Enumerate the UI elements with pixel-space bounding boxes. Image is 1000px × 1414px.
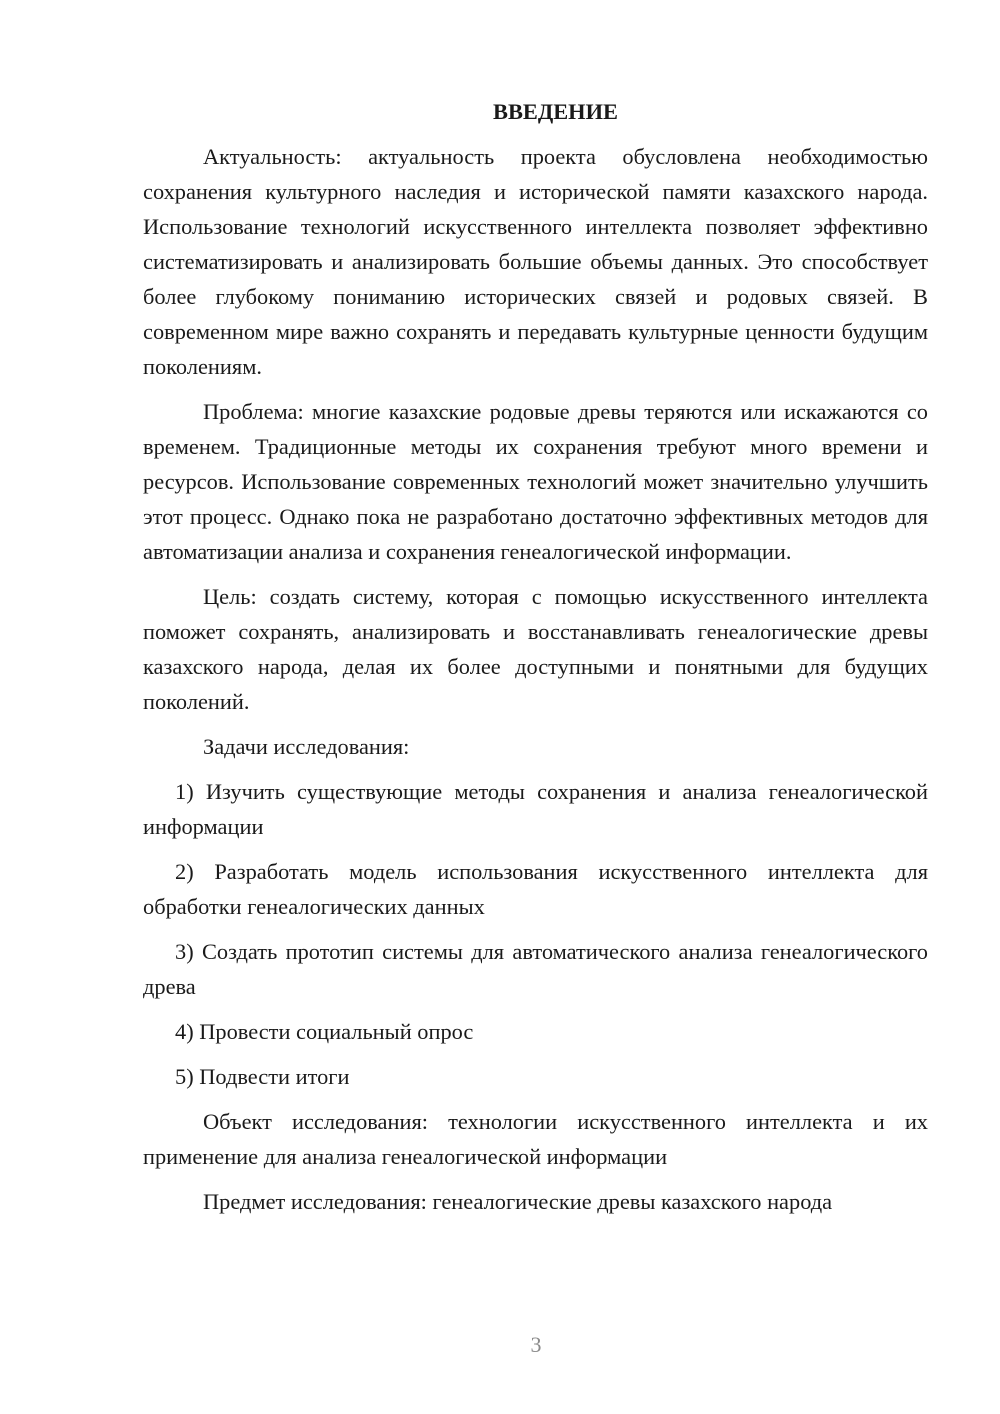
document-body <box>143 94 928 1219</box>
section-title: ВВЕДЕНИЕ <box>493 99 618 124</box>
problem-paragraph: Проблема: многие казахские родовые древы теряются или искажаются со временем. Традиционные методы их сохранения требуют много времени и ресурсов. Использование современных технологий может значительно улучшить этот процесс. Однако пока не разработано достаточно эффективных методов для автоматизации анализа и сохранения генеалогической информации. <box>143 399 928 564</box>
task-item: 3) Создать прототип системы для автоматического анализа генеалогического древа <box>143 939 928 999</box>
goal-paragraph: Цель: создать систему, которая с помощью искусственного интеллекта поможет сохранять, анализировать и восстанавливать генеалогические древы казахского народа, делая их более доступными и понятными для будущих поколений. <box>143 584 928 714</box>
tasks-heading: Задачи исследования: <box>203 734 410 759</box>
relevance-paragraph: Актуальность: актуальность проекта обусловлена необходимостью сохранения культурного наследия и исторической памяти казахского народа. Использование технологий искусственного интеллекта позволяет эффективно систематизировать и анализировать большие объемы данных. Это способствует более глубокому пониманию исторических связей и родовых связей. В современном мире важно сохранять и передавать культурные ценности будущим поколениям. <box>143 144 928 379</box>
task-item: 2) Разработать модель использования искусственного интеллекта для обработки генеалогических данных <box>143 859 928 919</box>
task-item: 5) Подвести итоги <box>175 1064 350 1089</box>
task-item: 4) Провести социальный опрос <box>175 1019 474 1044</box>
subject-paragraph: Предмет исследования: генеалогические древы казахского народа <box>203 1189 833 1214</box>
page-number: 3 <box>530 1332 542 1357</box>
object-paragraph: Объект исследования: технологии искусственного интеллекта и их применение для анализа генеалогической информации <box>143 1109 928 1169</box>
task-item: 1) Изучить существующие методы сохранения и анализа генеалогической информации <box>143 779 928 839</box>
